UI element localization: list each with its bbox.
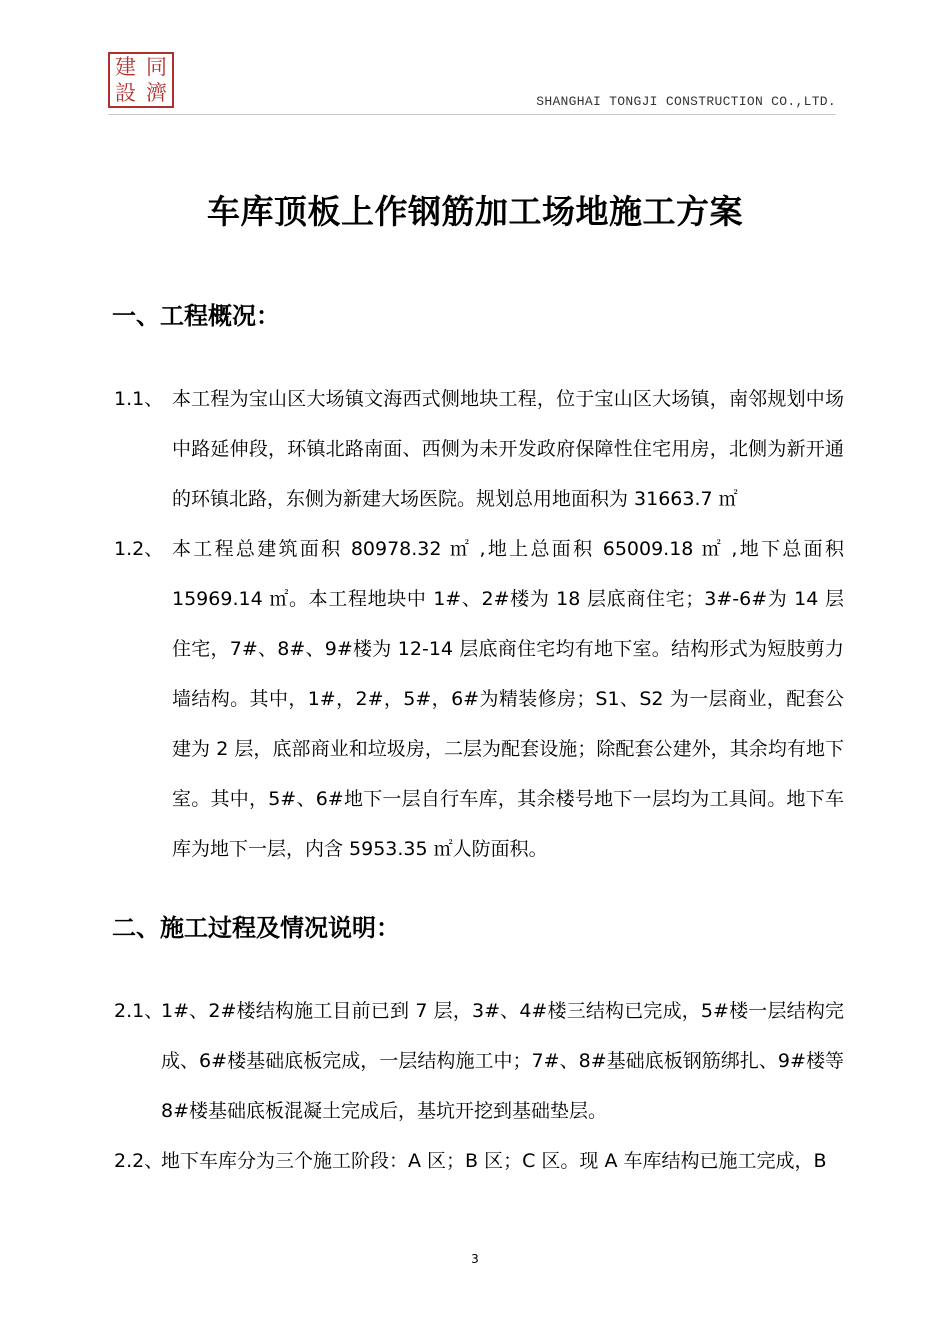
logo-char: 設 xyxy=(115,81,136,105)
paragraph-text: 地下车库分为三个施工阶段：A 区；B 区；C 区。现 A 车库结构已施工完成，B xyxy=(161,1150,827,1172)
page-number: 3 xyxy=(471,1252,479,1266)
section-heading-overview: 一、工程概况： xyxy=(112,302,280,330)
paragraph-number: 1.2、 xyxy=(114,538,164,560)
paragraph-2-1 xyxy=(114,986,844,1136)
paragraph-text: 本工程为宝山区大场镇文海西式侧地块工程，位于宝山区大场镇，南邻规划中场中路延伸段，环镇北路南面、西侧为未开发政府保障性住宅用房，北侧为新开通的环镇北路，东侧为新建大场医院。规划总用地面积为 31663.7 ㎡ xyxy=(172,388,844,510)
paragraph-2-2 xyxy=(114,1136,844,1186)
company-logo-seal xyxy=(108,52,174,108)
section-heading-process: 二、施工过程及情况说明： xyxy=(112,914,400,942)
paragraph-number: 1.1、 xyxy=(114,388,164,410)
logo-char: 同 xyxy=(146,55,167,79)
paragraph-text: 1#、2#楼结构施工目前已到 7 层，3#、4#楼三结构已完成，5#楼一层结构完成、6#楼基础底板完成，一层结构施工中；7#、8#基础底板钢筋绑扎、9#楼等 8#楼基础底板混凝土完成后，基坑开挖到基础垫层。 xyxy=(161,1000,844,1122)
document-title: 车库顶板上作钢筋加工场地施工方案 xyxy=(207,192,743,231)
paragraph-1-2 xyxy=(114,524,844,874)
logo-char: 建 xyxy=(115,55,136,79)
paragraph-1-1 xyxy=(114,374,844,524)
paragraph-number: 2.1、 xyxy=(114,1000,164,1022)
company-name: SHANGHAI TONGJI CONSTRUCTION CO.,LTD. xyxy=(536,94,836,109)
logo-char: 濟 xyxy=(146,81,167,105)
header-divider xyxy=(108,114,836,115)
paragraph-number: 2.2、 xyxy=(114,1150,164,1172)
paragraph-text: 本工程总建筑面积 80978.32 ㎡ ,地上总面积 65009.18 ㎡ ,地下总面积 15969.14 ㎡。本工程地块中 1#、2#楼为 18 层底商住宅；3#-6#为 14 层住宅，7#、8#、9#楼为 12-14 层底商住宅均有地下室。结构形式为短肢剪力墙结构。其中，1#，2#，5#，6#为精装修房；S1、S2 为一层商业，配套公建为 2 层，底部商业和垃圾房，二层为配套设施；除配套公建外，其余均有地下室。其中，5#、6#地下一层自行车库，其余楼号地下一层均为工具间。地下车库为地下一层，内含 5953.35 ㎡人防面积。 xyxy=(172,538,844,860)
